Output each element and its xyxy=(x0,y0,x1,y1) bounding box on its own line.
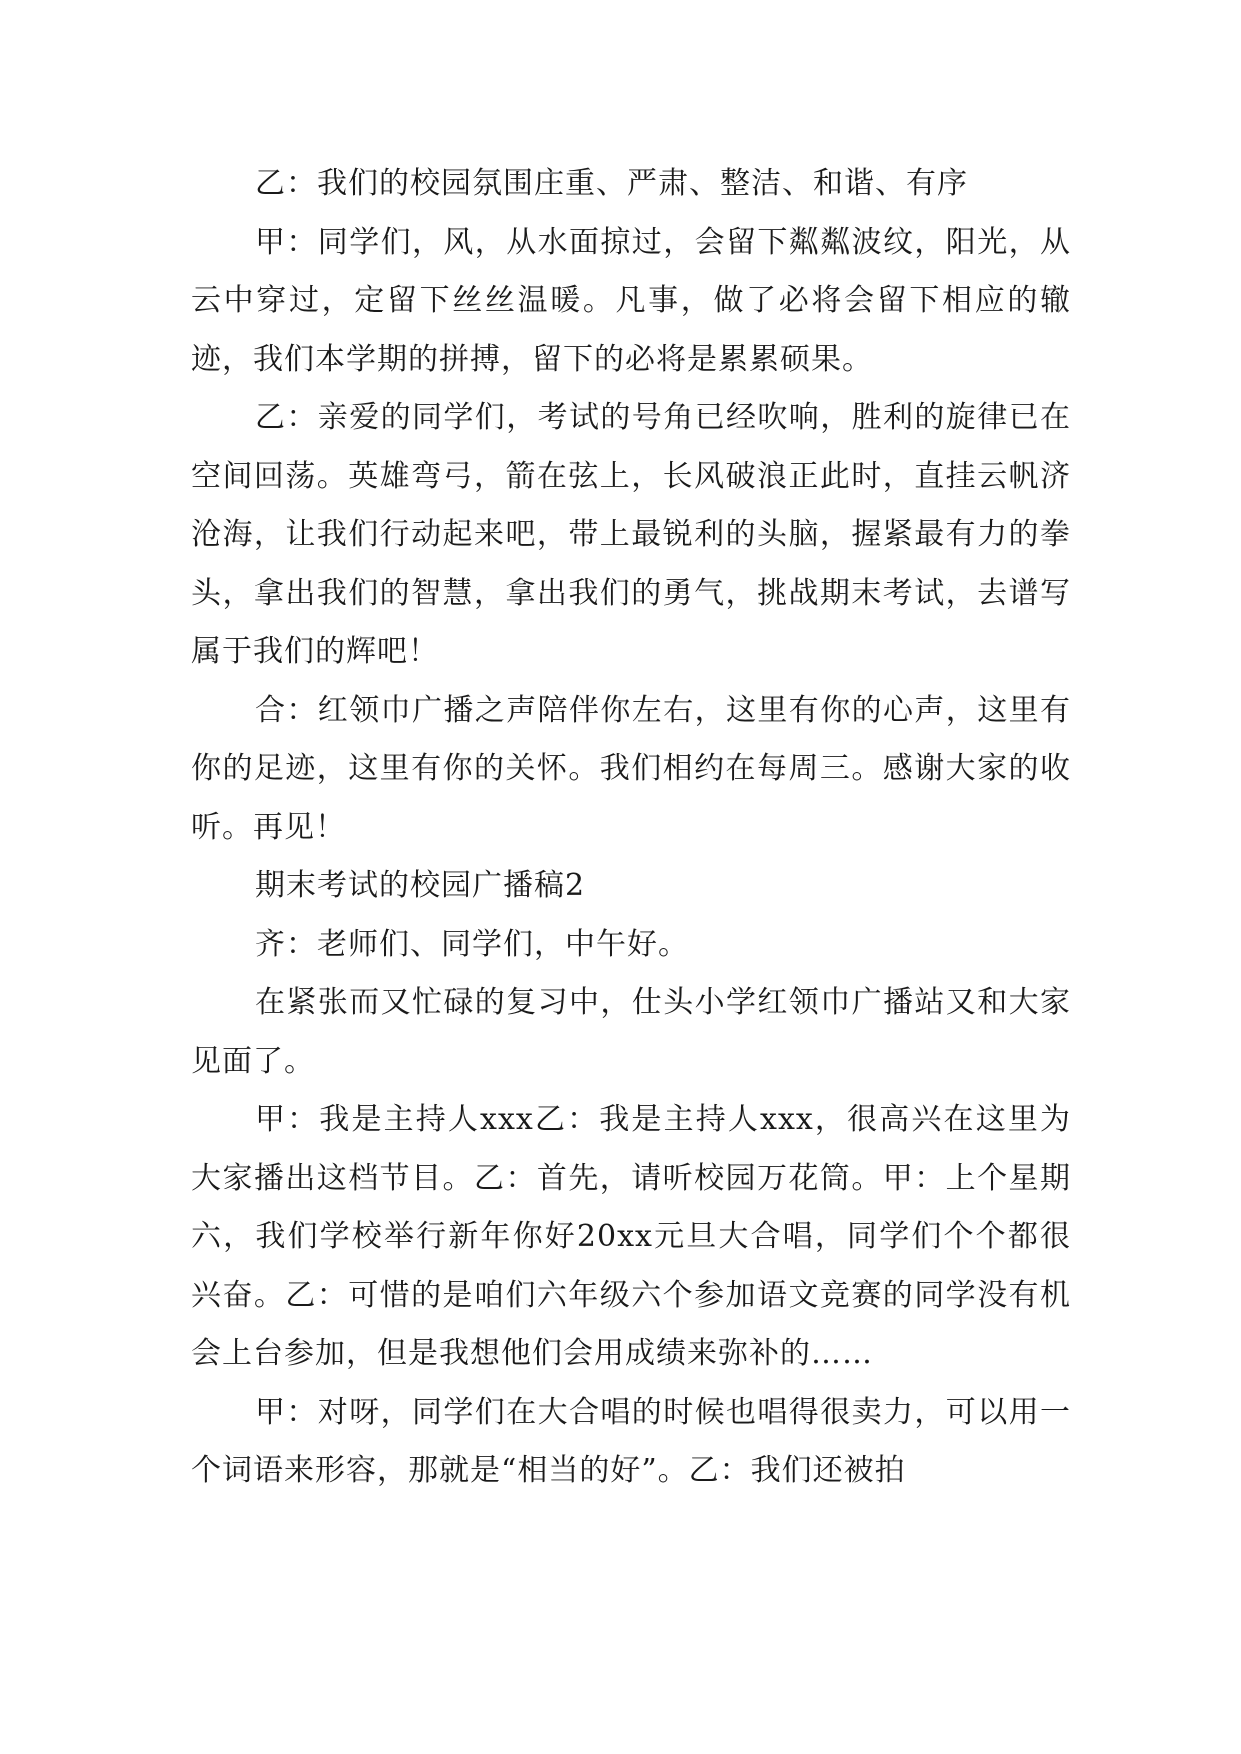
paragraph: 甲：我是主持人xxx乙：我是主持人xxx，很高兴在这里为大家播出这档节目。乙：首先，请听校园万花筒。甲：上个星期六，我们学校举行新年你好20xx元旦大合唱，同学们个个都很兴奋。乙：可惜的是咱们六年级六个参加语文竞赛的同学没有机会上台参加，但是我想他们会用成绩来弥补的…… xyxy=(191,1102,1071,1371)
paragraph: 合：红领巾广播之声陪伴你左右，这里有你的心声，这里有你的足迹，这里有你的关怀。我们相约在每周三。感谢大家的收听。再见！ xyxy=(191,692,1071,845)
paragraph: 甲：对呀，同学们在大合唱的时候也唱得很卖力，可以用一个词语来形容，那就是“相当的好”。乙：我们还被拍 xyxy=(191,1394,1071,1488)
paragraph: 乙：亲爱的同学们，考试的号角已经吹响，胜利的旋律已在空间回荡。英雄弯弓，箭在弦上，长风破浪正此时，直挂云帆济沧海，让我们行动起来吧，带上最锐利的头脑，握紧最有力的拳头，拿出我们的智慧，拿出我们的勇气，挑战期末考试，去谱写属于我们的辉吧！ xyxy=(191,400,1071,669)
paragraph: 乙：我们的校园氛围庄重、严肃、整洁、和谐、有序 xyxy=(255,166,968,201)
paragraph: 甲：同学们，风，从水面掠过，会留下粼粼波纹，阳光，从云中穿过，定留下丝丝温暖。凡事，做了必将会留下相应的辙迹，我们本学期的拼搏，留下的必将是累累硕果。 xyxy=(191,224,1071,377)
paragraph: 齐：老师们、同学们，中午好。 xyxy=(255,926,689,962)
paragraph: 在紧张而又忙碌的复习中，仕头小学红领巾广播站又和大家见面了。 xyxy=(191,985,1071,1079)
document-body xyxy=(191,155,1071,1501)
section-title: 期末考试的校园广播稿2 xyxy=(255,868,586,903)
